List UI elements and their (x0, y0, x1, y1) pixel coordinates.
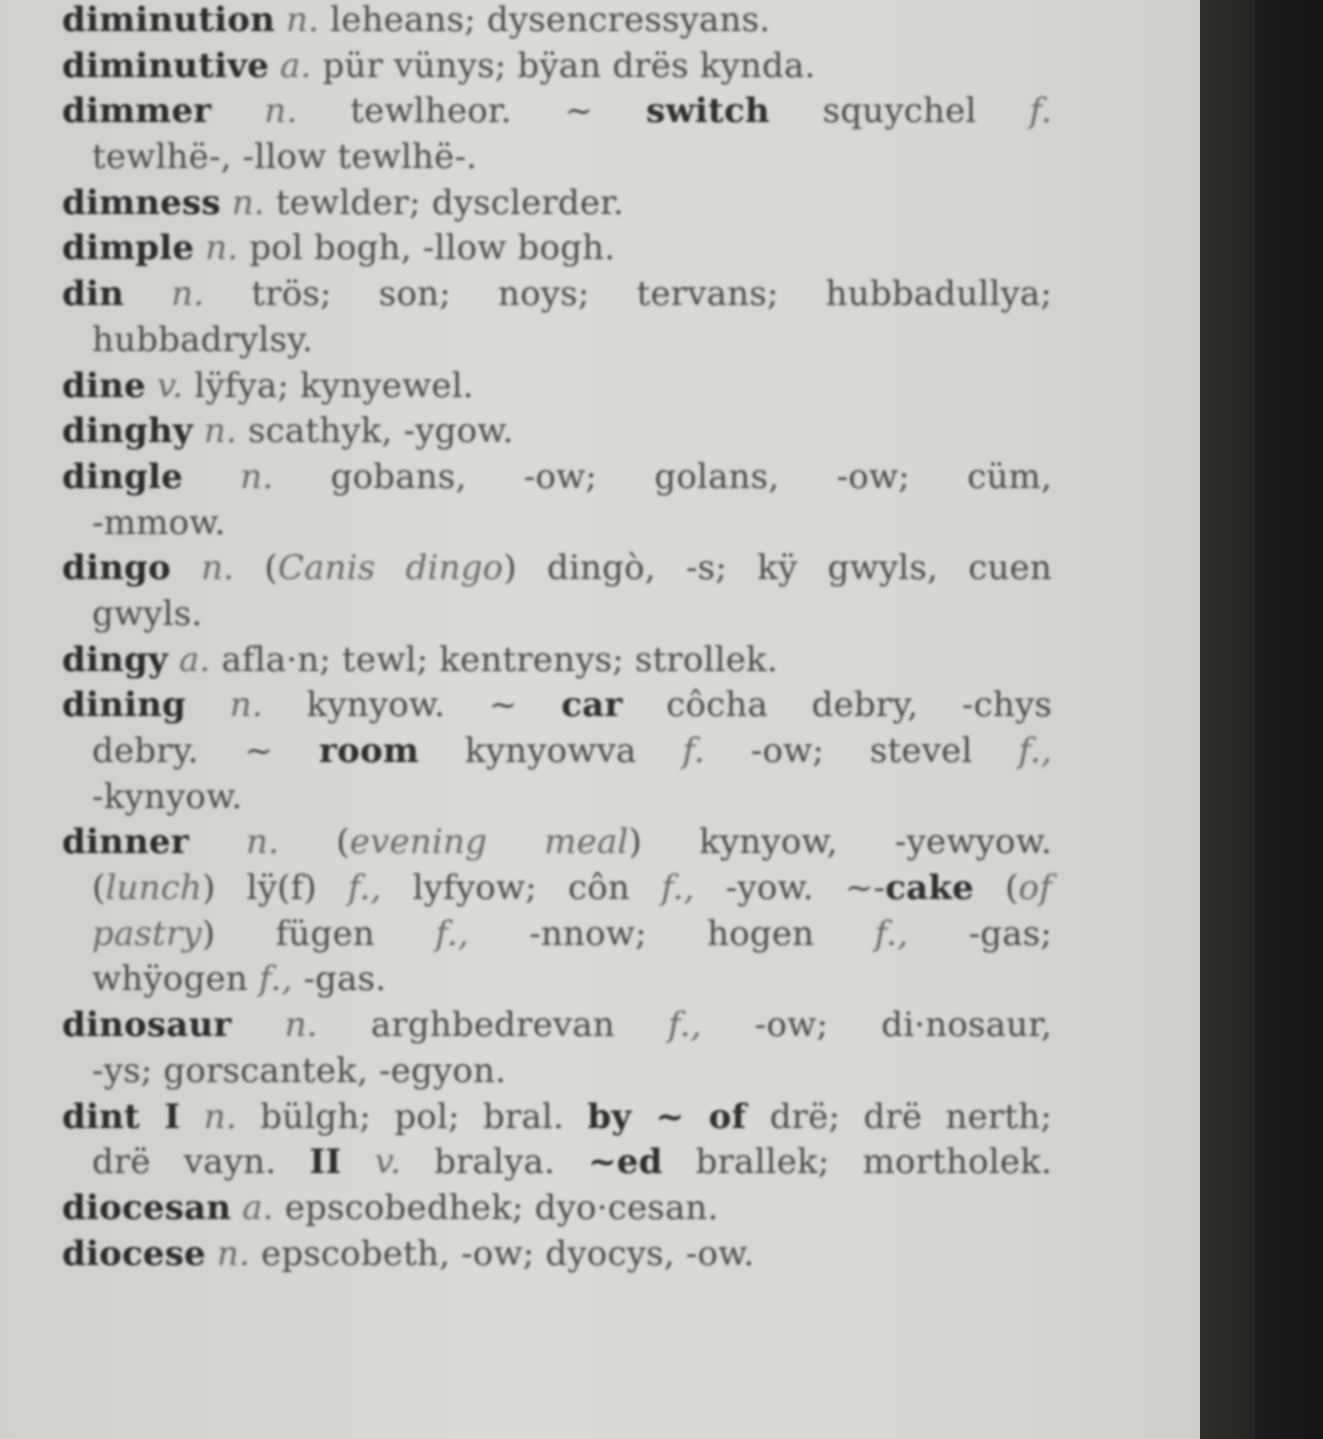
part-of-speech: a. (167, 639, 222, 680)
definition-text: -mmow. (92, 502, 226, 543)
definition-text: gwyls. (92, 593, 203, 634)
entry-continuation-line (62, 318, 1052, 364)
headword: dimple (62, 228, 195, 269)
phrase-label: II (309, 1142, 342, 1183)
headword: dimness (62, 182, 221, 223)
definition-text: brallek; mortholek. (662, 1142, 1052, 1183)
part-of-speech: a. (269, 45, 323, 86)
part-of-speech: n. (231, 1005, 371, 1046)
part-of-speech: n. (194, 228, 250, 269)
headword: dine (62, 365, 146, 406)
part-of-speech: f., (1018, 731, 1052, 771)
phrase-label: ~ed (588, 1142, 663, 1183)
definition-text: whÿogen (92, 959, 259, 1000)
part-of-speech: n. (182, 456, 331, 497)
entry-line (62, 89, 1052, 135)
headword: din (62, 274, 125, 315)
part-of-speech: f., (347, 868, 382, 909)
definition-text: hubbadrylsy. (92, 319, 314, 360)
definition-text: gobans, -ow; golans, -ow; cüm, (330, 456, 1052, 497)
part-of-speech: n. (170, 548, 265, 589)
definition-text: ) dingò, -s; kÿ gwyls, cuen (503, 548, 1052, 589)
definition-text: tewlheor. ~ (350, 91, 647, 132)
definition-text: pol bogh, -llow bogh. (249, 228, 616, 269)
part-of-speech: a. (231, 1187, 285, 1228)
part-of-speech: n. (211, 91, 351, 132)
definition-text: kynyowva (419, 731, 683, 771)
definition-text: lyfyow; côn (381, 868, 662, 909)
definition-text: epscobedhek; dyo·cesan. (284, 1187, 719, 1228)
definition-text: -gas. (292, 959, 387, 1000)
phrase-label: car (561, 685, 623, 726)
part-of-speech: n. (192, 411, 248, 452)
definition-text: -nnow; hogen (468, 913, 875, 954)
entry-line (62, 820, 1052, 866)
definition-text: debry. ~ (92, 731, 319, 771)
definition-text: -gas; (908, 913, 1052, 954)
entry-line (62, 1232, 1052, 1278)
entry-line (62, 546, 1052, 592)
entry-line (62, 1186, 1052, 1232)
part-of-speech: f., (668, 1005, 702, 1046)
headword: dining (62, 685, 187, 726)
definition-text: -ow; di·nosaur, (701, 1005, 1053, 1046)
entry-line (62, 0, 1052, 44)
entry-line (62, 364, 1052, 410)
headword: dimmer (62, 91, 212, 132)
part-of-speech: v. (145, 365, 195, 406)
definition-text: ) lÿ(f) (202, 868, 348, 909)
definition-text: côcha debry, -chys (622, 685, 1052, 726)
part-of-speech: f., (874, 913, 909, 954)
entry-continuation-line (62, 1140, 1052, 1186)
definition-text: scathyk, -ygow. (247, 411, 514, 452)
definition-text: bralya. (434, 1142, 589, 1183)
definition-text: drë vayn. (92, 1142, 310, 1183)
headword: dinghy (62, 411, 193, 452)
book-cover-edge (1200, 0, 1323, 1439)
entry-continuation-line (62, 1049, 1052, 1095)
definition-text: arghbedrevan (370, 1005, 669, 1046)
definition-text: -ow; stevel (704, 731, 1019, 771)
italic-gloss: lunch (105, 868, 203, 909)
definition-text: trös; son; noys; tervans; hubbadullya; (251, 274, 1053, 315)
headword: dinner (62, 822, 189, 863)
definition-text: drë; drë nerth; (746, 1096, 1052, 1137)
part-of-speech: n. (275, 0, 331, 40)
definition-text: ( (264, 548, 278, 589)
part-of-speech: f., (661, 868, 695, 909)
part-of-speech: f. (682, 731, 705, 771)
headword: diocesan (62, 1187, 232, 1228)
entry-continuation-line (62, 912, 1052, 958)
part-of-speech: v. (341, 1142, 435, 1183)
italic-gloss: pastry (92, 913, 202, 954)
definition-text: bülgh; pol; bral. (260, 1096, 588, 1137)
entry-line (62, 683, 1052, 729)
definition-text: ( (973, 868, 1019, 909)
phrase-label: cake (885, 868, 974, 909)
entry-continuation-line (62, 957, 1052, 1003)
phrase-label: room (319, 731, 420, 771)
entry-continuation-line (62, 135, 1052, 181)
definition-text: -yow. ~- (694, 868, 886, 909)
entry-line (62, 1095, 1052, 1141)
italic-gloss: Canis dingo (277, 548, 504, 589)
definition-text: squychel (769, 91, 1030, 132)
definition-text: lÿfya; kynyewel. (194, 365, 474, 406)
entry-line (62, 638, 1052, 684)
part-of-speech: f. (1029, 91, 1053, 132)
italic-gloss: evening meal (349, 822, 629, 863)
entry-line (62, 272, 1052, 318)
entry-continuation-line (62, 501, 1052, 547)
headword: dingo (62, 548, 171, 589)
entry-line (62, 409, 1052, 455)
definition-text: ( (92, 868, 106, 909)
definition-text: kynyow. ~ (306, 685, 562, 726)
part-of-speech: n. (188, 822, 337, 863)
headword: dingy (62, 639, 168, 680)
entry-line (62, 455, 1052, 501)
definition-text: tewlhë-, -llow tewlhë-. (92, 137, 478, 178)
headword: dinosaur (62, 1005, 232, 1046)
definition-text: -kynyow. (92, 776, 243, 817)
part-of-speech: n. (186, 685, 307, 726)
headword: diocese (62, 1233, 206, 1274)
entry-line (62, 226, 1052, 272)
part-of-speech: f., (435, 913, 469, 954)
headword: dingle (62, 456, 183, 497)
definition-text: leheans; dysencressyans. (330, 0, 771, 40)
definition-text: ( (336, 822, 350, 863)
part-of-speech: f., (258, 959, 293, 1000)
headword: diminution (62, 0, 276, 40)
entry-continuation-line (62, 592, 1052, 638)
entry-line (62, 44, 1052, 90)
definition-text: epscobeth, -ow; dyocys, -ow. (261, 1233, 755, 1274)
part-of-speech: n. (205, 1233, 261, 1274)
dictionary-entries (62, 0, 1052, 1277)
definition-text: tewlder; dysclerder. (275, 182, 624, 223)
part-of-speech: n. (180, 1096, 261, 1137)
phrase-label: switch (646, 91, 770, 132)
headword: dint I (62, 1096, 181, 1137)
entry-continuation-line (62, 775, 1052, 821)
definition-text: ) fügen (201, 913, 436, 954)
definition-text: pür vünys; bÿan drës kynda. (322, 45, 816, 86)
definition-text: -ys; gorscantek, -egyon. (92, 1050, 507, 1091)
entry-line (62, 181, 1052, 227)
definition-text: afla·n; tewl; kentrenys; strollek. (221, 639, 778, 680)
italic-gloss: of (1018, 868, 1052, 909)
headword: diminutive (62, 45, 270, 86)
entry-line (62, 1003, 1052, 1049)
part-of-speech: n. (220, 182, 276, 223)
part-of-speech: n. (124, 274, 252, 315)
entry-continuation-line (62, 866, 1052, 912)
definition-text: ) kynyow, -yewyow. (628, 822, 1052, 863)
phrase-label: by ~ of (587, 1096, 747, 1137)
entry-continuation-line (62, 729, 1052, 775)
